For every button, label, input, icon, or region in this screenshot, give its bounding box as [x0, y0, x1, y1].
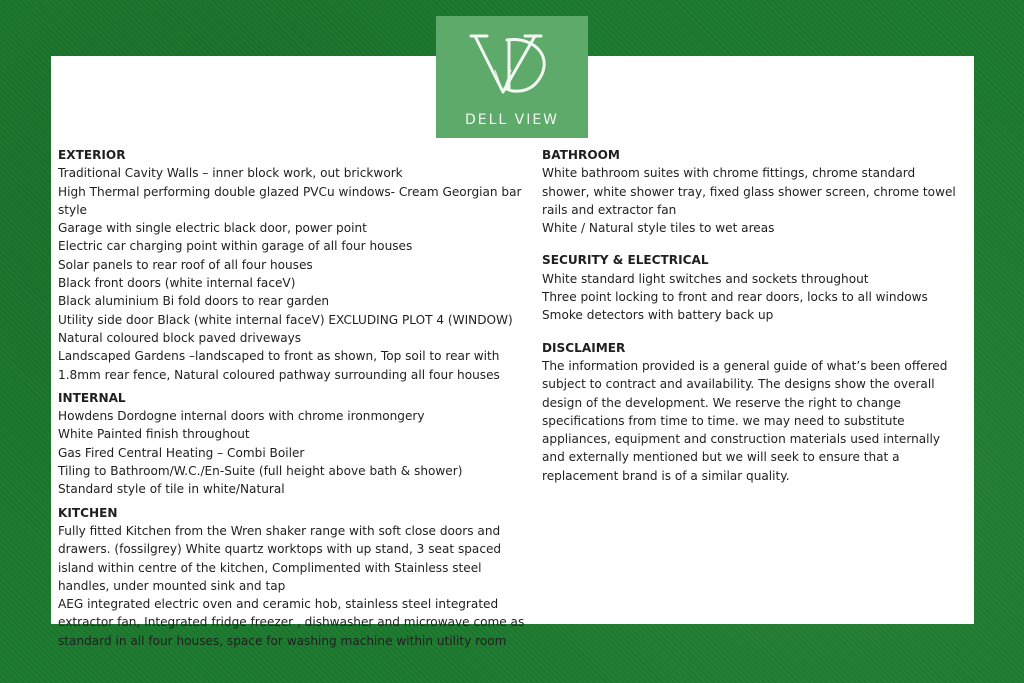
internal-item: Gas Fired Central Heating – Combi Boiler: [58, 445, 305, 460]
internal-heading: INTERNAL: [58, 390, 126, 405]
disclaimer-section: [542, 339, 962, 485]
kitchen-heading: KITCHEN: [58, 505, 118, 520]
security-item: Smoke detectors with battery back up: [542, 308, 774, 323]
left-column: [58, 146, 536, 650]
internal-item: Standard style of tile in white/Natural: [58, 482, 285, 497]
exterior-item: High Thermal performing double glazed PVCu windows- Cream Georgian bar style: [58, 184, 522, 217]
exterior-item: Electric car charging point within garage of all four houses: [58, 239, 413, 254]
kitchen-section: [58, 504, 536, 650]
bathroom-item: White bathroom suites with chrome fittings, chrome standard shower, white shower tray, fixed glass shower screen, chrome towel rails and extractor fan: [542, 166, 956, 217]
right-column: [542, 146, 962, 485]
exterior-heading: EXTERIOR: [58, 148, 126, 162]
exterior-item: Black aluminium Bi fold doors to rear garden: [58, 294, 330, 309]
bathroom-item: White / Natural style tiles to wet areas: [542, 221, 775, 236]
disclaimer-text: The information provided is a general guide of what’s been offered subject to contract and availability. The designs show the overall design of the development. We reserve the right to change specifications from time to time. we may need to substitute appliances, equipment and construction materials used internally and externally mentioned but we will seek to ensure that a replacement brand is of a similar quality.: [542, 358, 948, 483]
kitchen-item: Fully fitted Kitchen from the Wren shaker range with soft close doors and drawers. (fossilgrey) White quartz worktops with up stand, 3 seat spaced island within centre of the kitchen, Complimented with Stainless steel handles, under mounted sink and tap: [58, 523, 502, 593]
bathroom-section: [542, 146, 962, 237]
internal-item: White Painted finish throughout: [58, 427, 250, 442]
exterior-item: Garage with single electric black door, power point: [58, 221, 367, 236]
exterior-section: [58, 146, 536, 384]
dell-view-monogram-icon: [467, 30, 557, 102]
brand-logo: [436, 16, 588, 138]
security-item: Three point locking to front and rear doors, locks to all windows: [542, 290, 928, 305]
internal-section: [58, 389, 536, 499]
bathroom-heading: BATHROOM: [542, 148, 620, 162]
internal-item: Tiling to Bathroom/W.C./En-Suite (full height above bath & shower): [58, 464, 463, 479]
internal-item: Howdens Dordogne internal doors with chrome ironmongery: [58, 409, 425, 424]
security-heading: SECURITY & ELECTRICAL: [542, 253, 709, 268]
disclaimer-heading: DISCLAIMER: [542, 340, 626, 355]
exterior-item: Utility side door Black (white internal faceV) EXCLUDING PLOT 4 (WINDOW) Natural coloured block paved driveways: [58, 312, 513, 345]
kitchen-item: AEG integrated electric oven and ceramic hob, stainless steel integrated extractor fan, Integrated fridge freezer , dishwasher and microwave come as standard in all four houses, space for washing machine within utility room: [58, 597, 525, 648]
security-item: White standard light switches and sockets throughout: [542, 271, 869, 286]
brand-name: DELL VIEW: [464, 112, 560, 128]
exterior-item: Traditional Cavity Walls – inner block work, out brickwork: [58, 166, 403, 181]
exterior-item: Solar panels to rear roof of all four houses: [58, 257, 313, 272]
security-section: [542, 251, 962, 324]
exterior-item: Landscaped Gardens –landscaped to front as shown, Top soil to rear with 1.8mm rear fence, Natural coloured pathway surrounding all four houses: [58, 349, 500, 382]
exterior-item: Black front doors (white internal faceV): [58, 276, 296, 291]
